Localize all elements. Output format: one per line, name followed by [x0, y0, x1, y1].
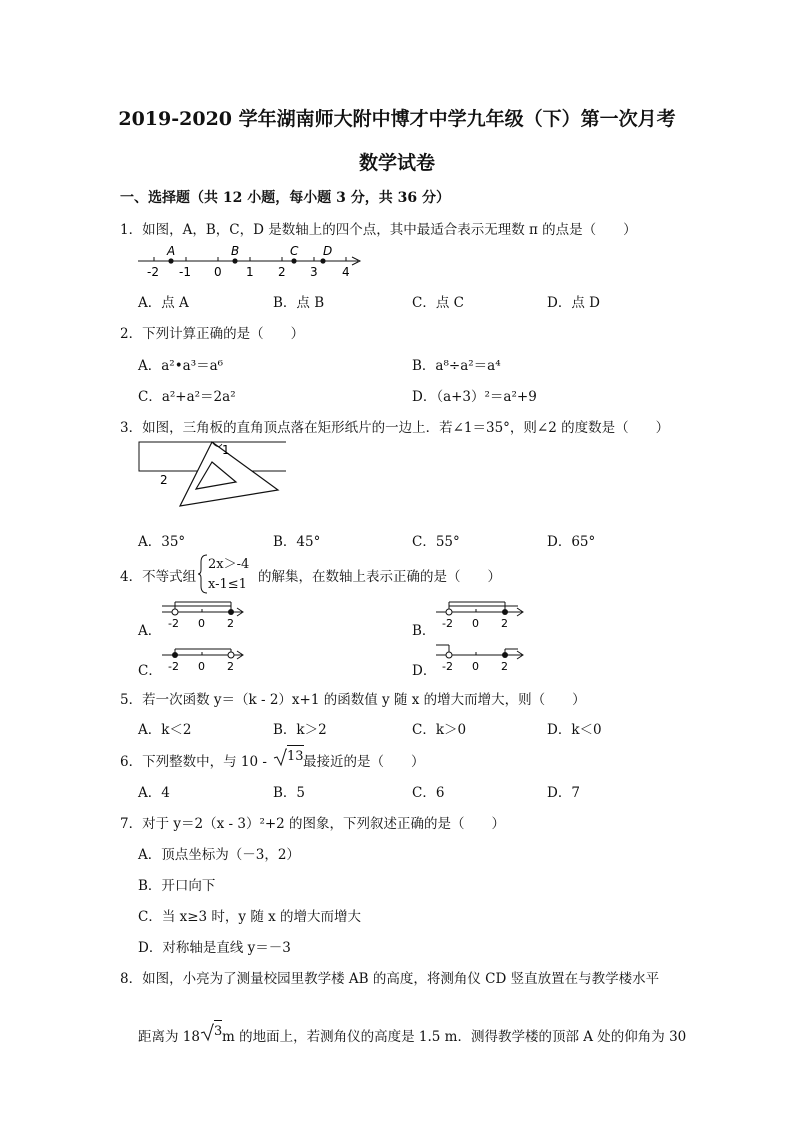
q4a-label-neg2: -2 [168, 617, 179, 630]
q1-tick-neg2: -2 [147, 265, 159, 279]
q4-option-a-figure [158, 596, 244, 630]
q6-option-b[interactable]: B．5 [273, 785, 306, 801]
q1-label-d: D [323, 244, 333, 258]
q5-option-d[interactable]: D．k＜0 [547, 722, 602, 738]
q1-option-b[interactable]: B．点 B [273, 295, 325, 311]
q7-option-c[interactable]: C．当 x≥3 时，y 随 x 的增大而增大 [138, 909, 362, 925]
q6-option-c[interactable]: C．6 [412, 785, 445, 801]
q4b-label-neg2: -2 [442, 617, 453, 630]
title-line-1: 2019-2020 学年湖南师大附中博才中学九年级（下）第一次月考 [118, 108, 676, 130]
q4d-label-2: 2 [501, 660, 508, 673]
q8-radicand: 3 [214, 1020, 222, 1039]
q1-point-d [320, 258, 325, 263]
q1-label-b: B [231, 244, 240, 258]
q4b-label-2: 2 [501, 617, 508, 630]
q1-tick-2: 2 [278, 265, 286, 279]
q1-tick-1: 1 [246, 265, 254, 279]
q1-point-a [168, 258, 173, 263]
q5-stem: 5．若一次函数 y＝（k - 2）x+1 的函数值 y 随 x 的增大而增大，则（ ） [120, 692, 586, 708]
q4-option-d[interactable]: D． [412, 663, 437, 679]
q5-option-a[interactable]: A．k＜2 [138, 722, 192, 738]
q6-stem-suffix: 最接近的是（ ） [303, 754, 425, 770]
q1-option-c[interactable]: C．点 C [412, 295, 464, 311]
q6-sqrt-sign [273, 747, 287, 767]
q3-triangle-figure [136, 438, 286, 510]
q2-stem: 2．下列计算正确的是（ ） [120, 326, 305, 342]
q3-stem: 3．如图，三角板的直角顶点落在矩形纸片的一边上．若∠1＝35°，则∠2 的度数是（ ） [120, 420, 670, 436]
q1-point-b [232, 258, 237, 263]
q3-option-c[interactable]: C．55° [412, 534, 460, 550]
q1-label-c: C [290, 244, 299, 258]
q7-stem: 7．对于 y＝2（x - 3）²+2 的图象，下列叙述正确的是（ ） [120, 816, 506, 832]
q4a-label-0: 0 [198, 617, 205, 630]
q6-option-d[interactable]: D．7 [547, 785, 580, 801]
q2-option-d[interactable]: D．（a+3）²＝a²+9 [412, 389, 537, 405]
q4-option-c[interactable]: C． [138, 663, 162, 679]
q1-tick-4: 4 [342, 265, 350, 279]
q5-option-c[interactable]: C．k＞0 [412, 722, 467, 738]
q8-line-2-suffix: m 的地面上，若测角仪的高度是 1.5 m．测得教学楼的顶部 A 处的仰角为 30 [222, 1029, 687, 1045]
q4a-label-2: 2 [227, 617, 234, 630]
q3-angle-2-label: 2 [160, 473, 168, 487]
q1-tick-0: 0 [214, 265, 222, 279]
q1-number-line-figure [136, 243, 366, 279]
q4-option-d-figure [432, 639, 528, 673]
q4-option-b-figure [432, 596, 528, 630]
q1-point-c [291, 258, 296, 263]
q6-option-a[interactable]: A．4 [138, 785, 170, 801]
q1-option-d[interactable]: D．点 D [547, 295, 600, 311]
q7-option-a[interactable]: A．顶点坐标为（－3，2） [138, 847, 300, 863]
q4-inequality-2: x-1≤1 [208, 577, 247, 592]
q4d-label-0: 0 [472, 660, 479, 673]
q5-option-b[interactable]: B．k＞2 [273, 722, 327, 738]
section-heading: 一、选择题（共 12 小题，每小题 3 分，共 36 分） [120, 190, 450, 206]
q6-radicand: 13 [287, 745, 304, 764]
q2-option-c[interactable]: C．a²+a²＝2a² [138, 389, 236, 405]
q4c-label-2: 2 [227, 660, 234, 673]
q8-sqrt-sign [200, 1022, 214, 1042]
q3-option-b[interactable]: B．45° [273, 534, 321, 550]
q3-angle-1-label: 1 [222, 443, 230, 457]
q4-stem-prefix: 4．不等式组 [120, 569, 197, 585]
q7-option-b[interactable]: B．开口向下 [138, 878, 216, 894]
q4-inequality-1: 2x＞-4 [208, 557, 250, 572]
q4b-label-0: 0 [472, 617, 479, 630]
q4d-label-neg2: -2 [442, 660, 453, 673]
q4-option-c-figure [158, 639, 244, 673]
q1-tick-3: 3 [310, 265, 318, 279]
q4-option-a[interactable]: A． [138, 623, 162, 639]
title-line-2: 数学试卷 [358, 152, 435, 174]
q1-label-a: A [167, 244, 176, 258]
q4-option-b[interactable]: B． [412, 623, 436, 639]
q2-option-b[interactable]: B．a⁸÷a²＝a⁴ [412, 358, 501, 374]
q1-option-a[interactable]: A．点 A [138, 295, 189, 311]
q4c-label-neg2: -2 [168, 660, 179, 673]
q4-brace [198, 554, 208, 594]
q4c-label-0: 0 [198, 660, 205, 673]
q7-option-d[interactable]: D．对称轴是直线 y＝－3 [138, 940, 291, 956]
q1-stem: 1．如图，A，B，C，D 是数轴上的四个点，其中最适合表示无理数 π 的点是（ ） [120, 222, 637, 238]
q3-option-a[interactable]: A．35° [138, 534, 186, 550]
q3-option-d[interactable]: D．65° [547, 534, 596, 550]
q4-stem-suffix: 的解集，在数轴上表示正确的是（ ） [258, 569, 501, 585]
q8-line-2-prefix: 距离为 18 [138, 1029, 200, 1045]
q2-option-a[interactable]: A．a²•a³＝a⁶ [138, 358, 224, 374]
q6-stem-prefix: 6．下列整数中，与 10 - [120, 754, 267, 770]
q1-tick-neg1: -1 [179, 265, 191, 279]
q8-line-1: 8．如图，小亮为了测量校园里教学楼 AB 的高度，将测角仪 CD 竖直放置在与教学楼水平 [120, 971, 660, 987]
